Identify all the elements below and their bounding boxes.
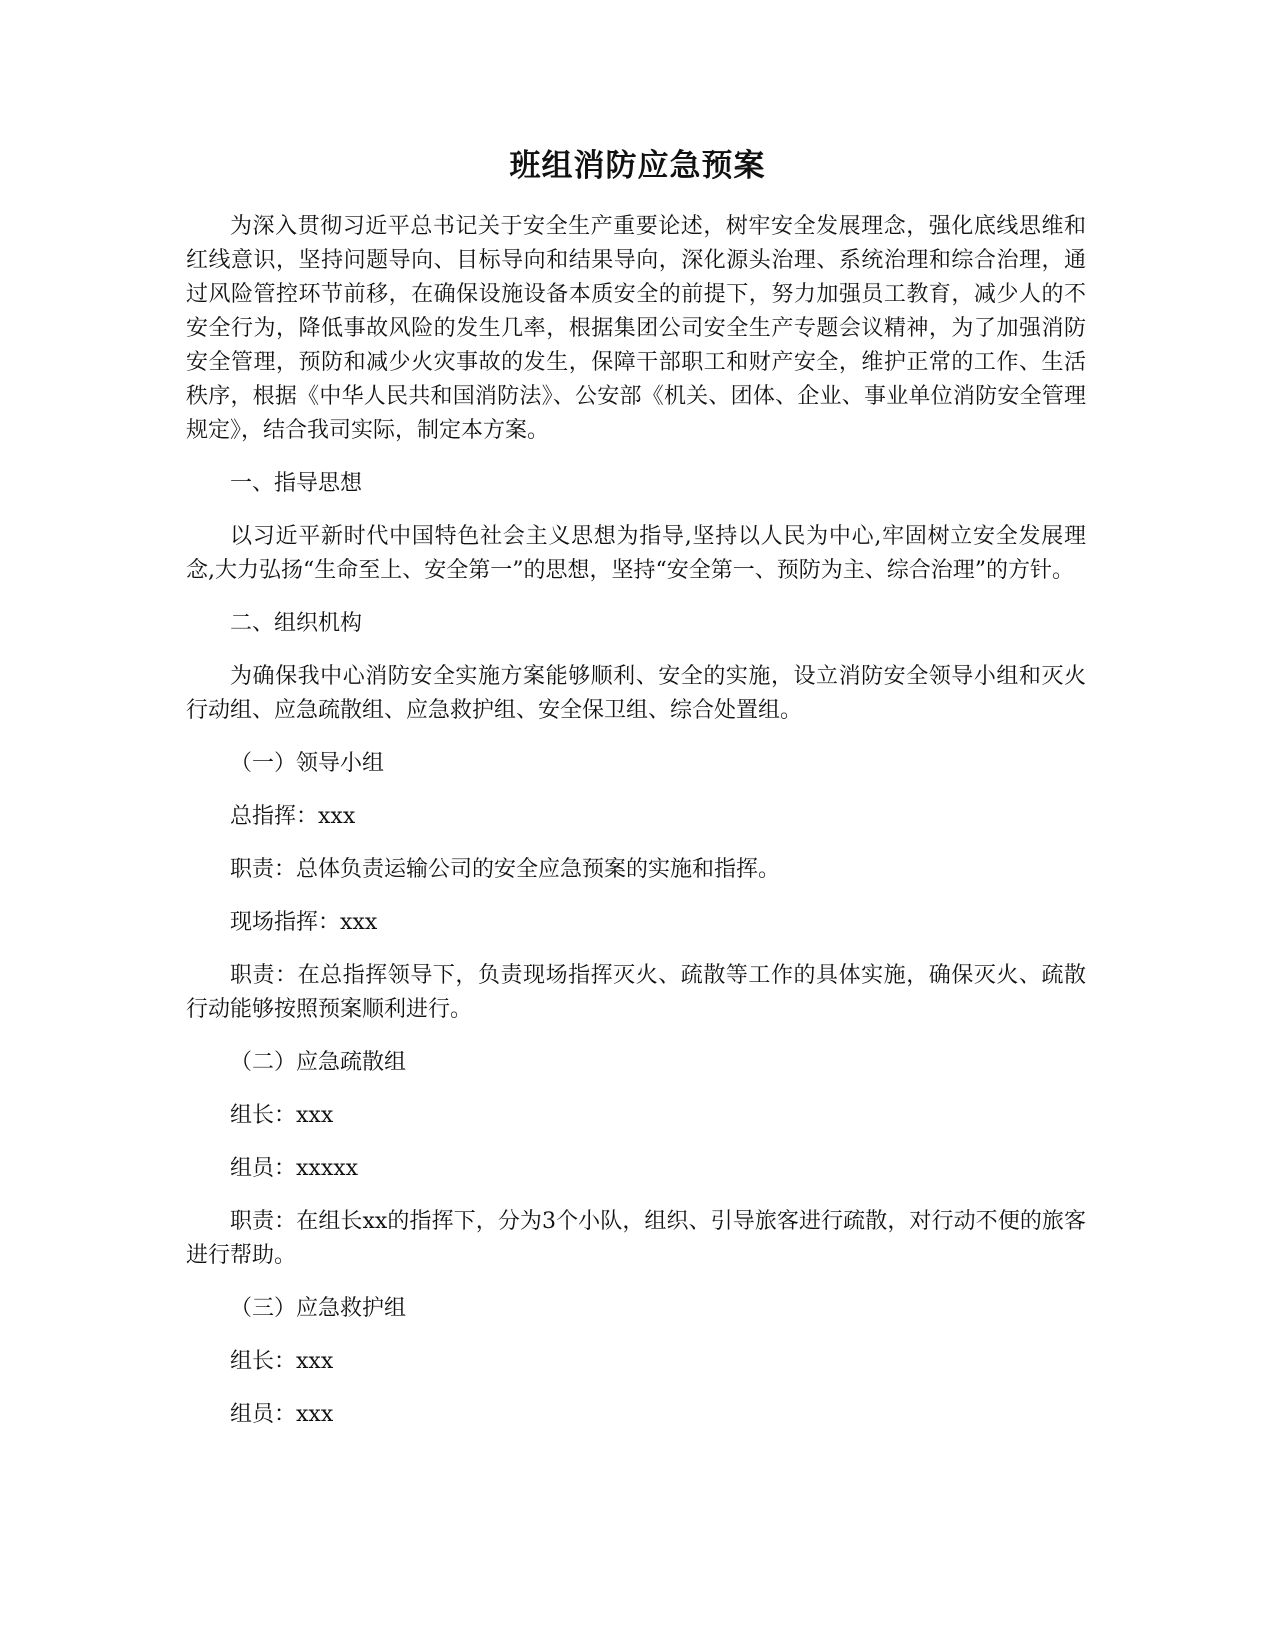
evacuation-members-line: 组员：xxxxx	[230, 1156, 359, 1181]
commander-line: 总指挥：xxx	[230, 804, 356, 829]
commander-duty-line: 职责：总体负责运输公司的安全应急预案的实施和指挥。	[230, 857, 781, 882]
section-heading-organization: 二、组织机构	[230, 611, 363, 636]
rescue-leader-line: 组长：xxx	[230, 1349, 334, 1374]
subsection-heading-evacuation: （二）应急疏散组	[230, 1050, 407, 1075]
organization-paragraph: 为确保我中心消防安全实施方案能够顺利、安全的实施，设立消防安全领导小组和灭火行动组、应急疏散组、应急救护组、安全保卫组、综合处置组。	[186, 664, 1086, 723]
evacuation-leader-line: 组长：xxx	[230, 1103, 334, 1128]
intro-paragraph: 为深入贯彻习近平总书记关于安全生产重要论述，树牢安全发展理念，强化底线思维和红线意识，坚持问题导向、目标导向和结果导向，深化源头治理、系统治理和综合治理，通过风险管控环节前移，在确保设施设备本质安全的前提下，努力加强员工教育，减少人的不安全行为，降低事故风险的发生几率，根据集团公司安全生产专题会议精神，为了加强消防安全管理，预防和减少火灾事故的发生，保障干部职工和财产安全，维护正常的工作、生活秩序，根据《中华人民共和国消防法》、公安部《机关、团体、企业、事业单位消防安全管理规定》，结合我司实际，制定本方案。	[186, 214, 1086, 443]
subsection-heading-leadership: （一）领导小组	[230, 751, 385, 776]
site-commander-duty-paragraph: 职责：在总指挥领导下，负责现场指挥灭火、疏散等工作的具体实施，确保灭火、疏散行动能够按照预案顺利进行。	[186, 963, 1086, 1022]
evacuation-duty-paragraph: 职责：在组长xx的指挥下，分为3个小队，组织、引导旅客进行疏散，对行动不便的旅客进行帮助。	[186, 1209, 1086, 1268]
rescue-members-line: 组员：xxx	[230, 1402, 334, 1427]
subsection-heading-rescue: （三）应急救护组	[230, 1296, 407, 1321]
site-commander-line: 现场指挥：xxx	[230, 910, 378, 935]
document-title: 班组消防应急预案	[509, 148, 766, 184]
document-body	[186, 210, 1086, 1451]
section-heading-guiding-thought: 一、指导思想	[230, 471, 363, 496]
guiding-thought-paragraph: 以习近平新时代中国特色社会主义思想为指导,坚持以人民为中心,牢固树立安全发展理念,大力弘扬“生命至上、安全第一”的思想，坚持“安全第一、预防为主、综合治理”的方针。	[186, 524, 1086, 583]
